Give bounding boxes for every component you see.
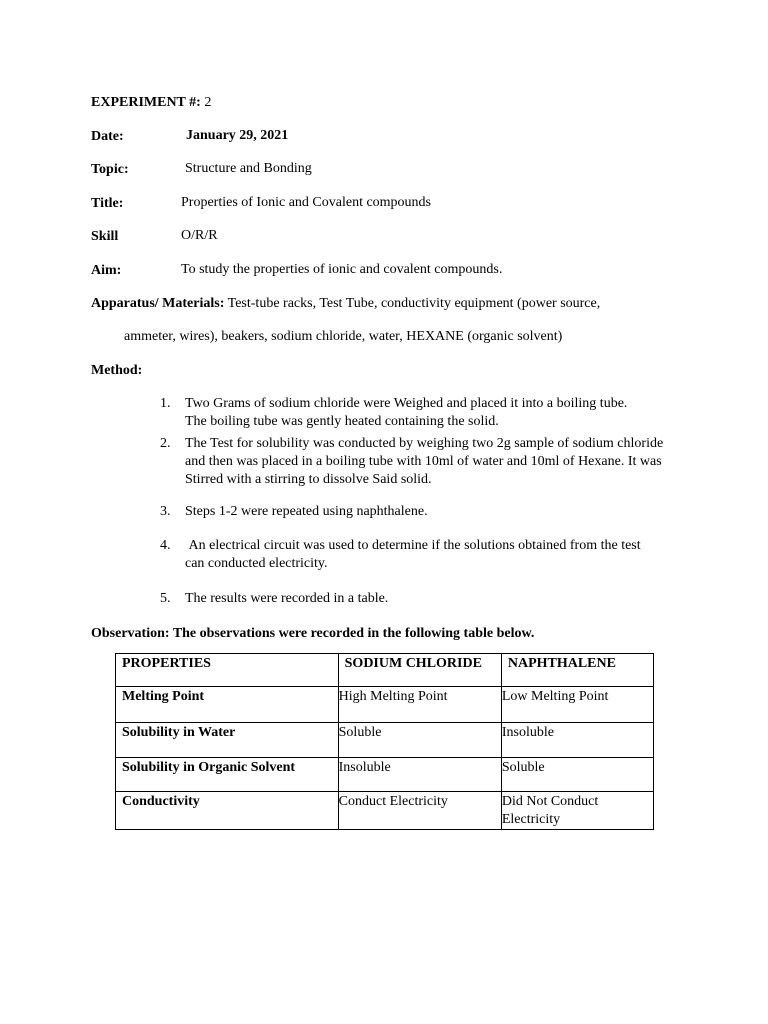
step-text: Two Grams of sodium chloride were Weighed and placed it into a boiling tube. The boiling tube was gently heated containing the solid. bbox=[185, 396, 628, 429]
step-number: 5. bbox=[160, 591, 171, 606]
title-label: Title: bbox=[91, 196, 124, 211]
topic-label: Topic: bbox=[91, 162, 129, 177]
cell-sodium-chloride: Insoluble bbox=[338, 758, 501, 792]
cell-naphthalene: Did Not Conduct Electricity bbox=[501, 792, 653, 830]
cell-property: Solubility in Organic Solvent bbox=[116, 758, 339, 792]
observation-table bbox=[115, 653, 654, 830]
aim-label: Aim: bbox=[91, 263, 122, 278]
cell-sodium-chloride: High Melting Point bbox=[338, 687, 501, 723]
cell-sodium-chloride: Soluble bbox=[338, 723, 501, 758]
apparatus-text-2: ammeter, wires), beakers, sodium chloride, water, HEXANE (organic solvent) bbox=[124, 329, 563, 344]
apparatus-line-1 bbox=[91, 295, 600, 312]
step-number: 1. bbox=[160, 396, 171, 411]
header-sodium-chloride: SODIUM CHLORIDE bbox=[338, 654, 501, 687]
observation-text: The observations were recorded in the following table below. bbox=[172, 626, 535, 641]
table-row bbox=[116, 792, 654, 830]
header-properties: PROPERTIES bbox=[116, 654, 339, 687]
cell-property: Melting Point bbox=[116, 687, 339, 723]
cell-naphthalene: Low Melting Point bbox=[501, 687, 653, 723]
table-row bbox=[116, 758, 654, 792]
header-naphthalene: NAPHTHALENE bbox=[501, 654, 653, 687]
experiment-line bbox=[91, 94, 211, 111]
observation-label: Observation: bbox=[91, 626, 170, 641]
experiment-number: 2 bbox=[204, 95, 212, 110]
apparatus-label: Apparatus/ Materials: bbox=[91, 296, 225, 311]
step-text: The Test for solubility was conducted by weighing two 2g sample of sodium chloride and then was placed in a boiling tube with 10ml of water and 10ml of Hexane. It was Stirred with a stirring to dissolve Said solid. bbox=[185, 436, 664, 487]
cell-property: Solubility in Water bbox=[116, 723, 339, 758]
cell-property: Conductivity bbox=[116, 792, 339, 830]
apparatus-text-1: Test-tube racks, Test Tube, conductivity equipment (power source, bbox=[227, 296, 601, 311]
table-row bbox=[116, 687, 654, 723]
table-row bbox=[116, 723, 654, 758]
title-value: Properties of Ionic and Covalent compounds bbox=[181, 195, 432, 210]
date-value: January 29, 2021 bbox=[186, 128, 289, 143]
step-number: 2. bbox=[160, 436, 171, 451]
method-label: Method: bbox=[91, 363, 143, 378]
step-text: Steps 1-2 were repeated using naphthalene. bbox=[185, 504, 428, 519]
aim-value: To study the properties of ionic and covalent compounds. bbox=[181, 262, 503, 277]
observation-line bbox=[91, 625, 534, 642]
skill-value: O/R/R bbox=[181, 228, 218, 243]
experiment-label: EXPERIMENT #: bbox=[91, 95, 201, 110]
topic-value: Structure and Bonding bbox=[185, 161, 312, 176]
step-number: 4. bbox=[160, 538, 171, 553]
step-text: The results were recorded in a table. bbox=[185, 591, 389, 606]
date-label: Date: bbox=[91, 129, 124, 144]
cell-sodium-chloride: Conduct Electricity bbox=[338, 792, 501, 830]
step-text: An electrical circuit was used to determine if the solutions obtained from the test can conducted electricity. bbox=[185, 538, 645, 571]
cell-naphthalene: Soluble bbox=[501, 758, 653, 792]
cell-naphthalene: Insoluble bbox=[501, 723, 653, 758]
skill-label: Skill bbox=[91, 229, 119, 244]
step-number: 3. bbox=[160, 504, 171, 519]
table-header-row bbox=[116, 654, 654, 687]
